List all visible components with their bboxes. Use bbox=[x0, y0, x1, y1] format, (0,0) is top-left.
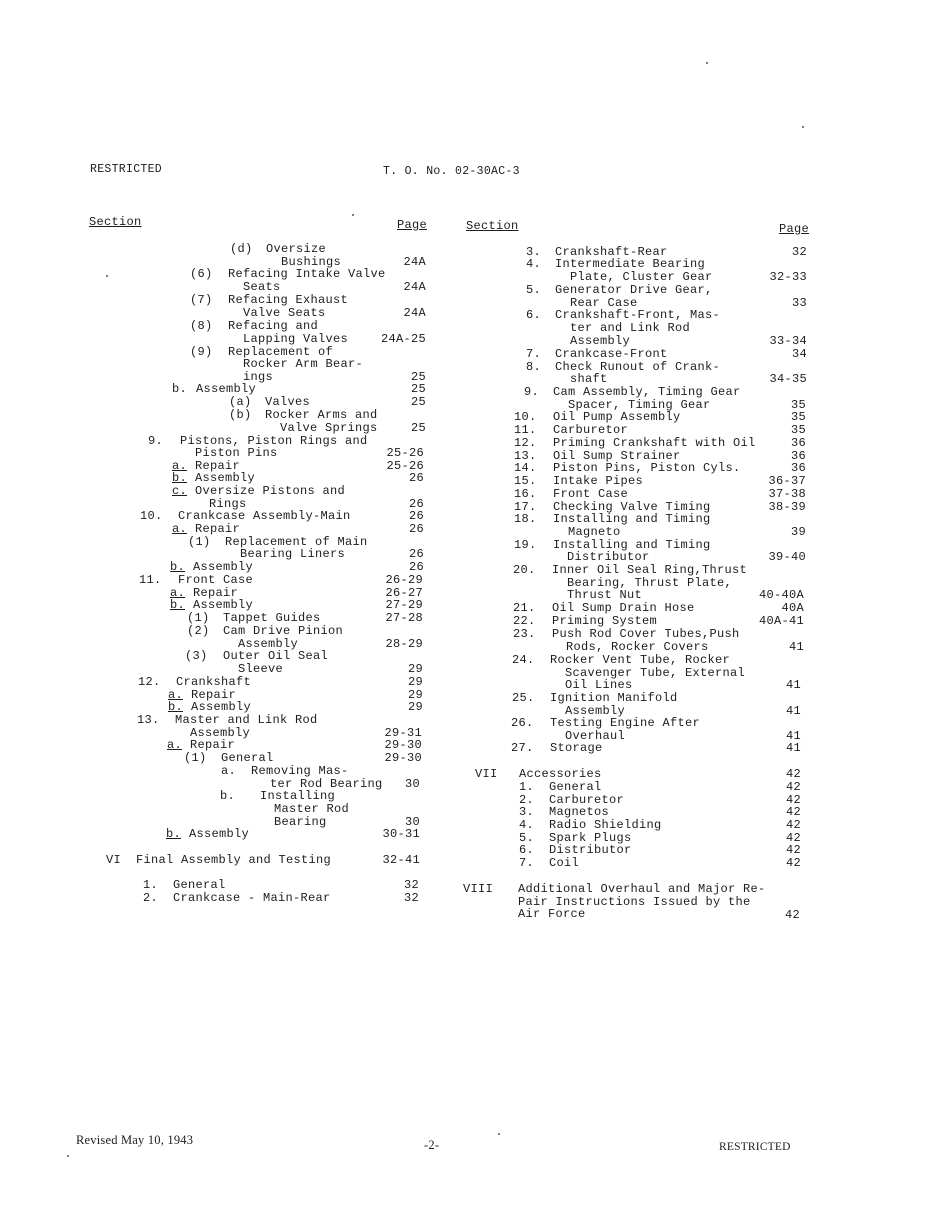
toc-page: 29 bbox=[407, 662, 423, 676]
toc-entry: Crankcase Assembly-Main bbox=[178, 509, 351, 523]
toc-num: 10. bbox=[140, 509, 163, 523]
toc-num: 8. bbox=[526, 360, 542, 374]
toc-num: (d) bbox=[230, 242, 253, 256]
toc-entry: Sleeve bbox=[238, 662, 284, 676]
toc-num: 1. bbox=[519, 780, 535, 794]
toc-num: 3. bbox=[519, 805, 535, 819]
toc-num: b. bbox=[166, 827, 182, 841]
toc-entry: Assembly bbox=[238, 637, 299, 651]
toc-entry: Cam Assembly, Timing Gear bbox=[553, 385, 741, 399]
toc-page: 25-26 bbox=[386, 459, 424, 473]
toc-page: 27-28 bbox=[385, 611, 423, 625]
toc-num: 13. bbox=[137, 713, 160, 727]
toc-entry: Outer Oil Seal bbox=[223, 649, 329, 663]
toc-num: 7. bbox=[526, 347, 542, 361]
revision-date: Revised May 10, 1943 bbox=[76, 1133, 194, 1147]
toc-page: 25-26 bbox=[386, 446, 424, 460]
toc-page: 32-41 bbox=[382, 853, 420, 867]
toc-entry: Magnetos bbox=[549, 805, 610, 819]
toc-entry: Bearing bbox=[274, 815, 327, 829]
toc-num: 12. bbox=[514, 436, 537, 450]
toc-entry: Magneto bbox=[568, 525, 621, 539]
toc-entry: Repair bbox=[195, 522, 241, 536]
toc-num: 5. bbox=[526, 283, 542, 297]
scan-speck bbox=[352, 214, 354, 216]
toc-entry: Piston Pins bbox=[195, 446, 278, 460]
scan-speck bbox=[67, 1155, 69, 1157]
toc-page: 34 bbox=[791, 347, 807, 361]
toc-num: 24. bbox=[512, 653, 535, 667]
toc-entry: Installing and Timing bbox=[553, 512, 711, 526]
toc-entry: Thrust Nut bbox=[567, 588, 643, 602]
toc-num: (1) bbox=[188, 535, 211, 549]
toc-entry: Refacing Exhaust bbox=[228, 293, 349, 307]
toc-entry: Bearing Liners bbox=[240, 547, 346, 561]
toc-entry: Seats bbox=[243, 280, 281, 294]
toc-page: 41 bbox=[785, 704, 801, 718]
toc-num: 15. bbox=[514, 474, 537, 488]
classification-footer: RESTRICTED bbox=[719, 1141, 791, 1153]
toc-entry: Assembly bbox=[193, 560, 254, 574]
toc-num: a. bbox=[172, 522, 188, 536]
toc-num: 23. bbox=[513, 627, 536, 641]
toc-num: 6. bbox=[519, 843, 535, 857]
toc-num: 20. bbox=[513, 563, 536, 577]
toc-page: 24A-25 bbox=[380, 332, 426, 346]
toc-page: 26 bbox=[408, 560, 424, 574]
toc-num: 11. bbox=[514, 423, 537, 437]
toc-page: 29-30 bbox=[384, 751, 422, 765]
toc-num: 19. bbox=[514, 538, 537, 552]
toc-page: 25 bbox=[410, 382, 426, 396]
toc-entry: Storage bbox=[550, 741, 603, 755]
toc-num: b. bbox=[172, 382, 188, 396]
toc-entry: Assembly bbox=[195, 471, 256, 485]
toc-entry: Check Runout of Crank- bbox=[555, 360, 721, 374]
toc-entry: Oil Sump Drain Hose bbox=[552, 601, 695, 615]
toc-entry: Assembly bbox=[565, 704, 626, 718]
toc-entry: General bbox=[173, 878, 226, 892]
toc-entry: ter and Link Rod bbox=[570, 321, 691, 335]
toc-section-title: Pair Instructions Issued by the bbox=[518, 895, 751, 909]
toc-entry: shaft bbox=[570, 372, 608, 386]
toc-entry: ter Rod Bearing bbox=[270, 777, 383, 791]
toc-num: (7) bbox=[190, 293, 213, 307]
toc-page: 26 bbox=[408, 547, 424, 561]
toc-entry: Crankshaft-Front, Mas- bbox=[555, 308, 721, 322]
toc-entry: Crankshaft bbox=[176, 675, 252, 689]
toc-page: 29 bbox=[407, 675, 423, 689]
toc-page: 30-31 bbox=[382, 827, 420, 841]
toc-entry: Lapping Valves bbox=[243, 332, 349, 346]
toc-num: b. bbox=[170, 560, 186, 574]
toc-page: 41 bbox=[785, 741, 801, 755]
toc-entry: Radio Shielding bbox=[549, 818, 662, 832]
toc-page: 29 bbox=[407, 700, 423, 714]
toc-entry: Generator Drive Gear, bbox=[555, 283, 713, 297]
toc-num: a. bbox=[168, 688, 184, 702]
toc-page: 42 bbox=[785, 805, 801, 819]
toc-entry: Repair bbox=[190, 738, 236, 752]
toc-page: 29 bbox=[407, 688, 423, 702]
toc-num: a. bbox=[221, 764, 237, 778]
toc-entry: Master and Link Rod bbox=[175, 713, 318, 727]
toc-entry: General bbox=[549, 780, 602, 794]
toc-num: 9. bbox=[148, 434, 164, 448]
toc-page: 38-39 bbox=[768, 500, 806, 514]
toc-page: 25 bbox=[410, 395, 426, 409]
toc-entry: Oversize Pistons and bbox=[195, 484, 346, 498]
toc-entry: Ignition Manifold bbox=[550, 691, 678, 705]
page-column-header-right: Page bbox=[779, 222, 810, 236]
toc-entry: Front Case bbox=[553, 487, 629, 501]
toc-entry: Carburetor bbox=[553, 423, 629, 437]
toc-entry: Push Rod Cover Tubes,Push bbox=[552, 627, 740, 641]
toc-entry: Tappet Guides bbox=[223, 611, 321, 625]
toc-page: 33-34 bbox=[769, 334, 807, 348]
toc-page: 26 bbox=[408, 522, 424, 536]
toc-num: 17. bbox=[514, 500, 537, 514]
toc-entry: Rings bbox=[209, 497, 247, 511]
toc-entry: Distributor bbox=[567, 550, 650, 564]
toc-num: 2. bbox=[143, 891, 159, 905]
toc-section-num: VIII bbox=[463, 882, 494, 896]
toc-page: 39 bbox=[790, 525, 806, 539]
toc-page: 29-31 bbox=[384, 726, 422, 740]
toc-entry: Oil Lines bbox=[565, 678, 633, 692]
toc-entry: Crankcase - Main-Rear bbox=[173, 891, 331, 905]
toc-num: (9) bbox=[190, 345, 213, 359]
toc-entry: Oversize bbox=[266, 242, 327, 256]
toc-page: 34-35 bbox=[769, 372, 807, 386]
toc-entry: Rear Case bbox=[570, 296, 638, 310]
toc-page: 42 bbox=[785, 793, 801, 807]
toc-entry: Inner Oil Seal Ring,Thrust bbox=[552, 563, 748, 577]
toc-page: 40A bbox=[781, 601, 804, 615]
toc-entry: Bearing, Thrust Plate, bbox=[567, 576, 733, 590]
toc-entry: Assembly bbox=[191, 700, 252, 714]
toc-num: 4. bbox=[519, 818, 535, 832]
toc-page: 35 bbox=[790, 410, 806, 424]
toc-num: (1) bbox=[184, 751, 207, 765]
toc-page: 41 bbox=[785, 729, 801, 743]
toc-entry: Pistons, Piston Rings and bbox=[180, 434, 368, 448]
toc-entry: Valve Springs bbox=[280, 421, 378, 435]
toc-num: (2) bbox=[187, 624, 210, 638]
toc-entry: General bbox=[221, 751, 274, 765]
toc-num: 1. bbox=[143, 878, 159, 892]
section-column-header-right: Section bbox=[466, 219, 519, 233]
toc-section-title: Additional Overhaul and Major Re- bbox=[518, 882, 766, 896]
toc-entry: Intermediate Bearing bbox=[555, 257, 706, 271]
toc-page: 25 bbox=[410, 421, 426, 435]
toc-section-num: VII bbox=[475, 767, 498, 781]
toc-entry: Repair bbox=[191, 688, 237, 702]
toc-entry: Refacing and bbox=[228, 319, 319, 333]
toc-page: 24A bbox=[403, 255, 426, 269]
toc-page: 26-29 bbox=[385, 573, 423, 587]
toc-entry: Scavenger Tube, External bbox=[565, 666, 746, 680]
toc-page: 25 bbox=[410, 370, 426, 384]
classification-header: RESTRICTED bbox=[90, 163, 163, 176]
toc-page: 28-29 bbox=[385, 637, 423, 651]
toc-num: 9. bbox=[524, 385, 540, 399]
toc-num: b. bbox=[170, 598, 186, 612]
scan-speck bbox=[802, 126, 804, 128]
toc-num: a. bbox=[172, 459, 188, 473]
toc-page: 33 bbox=[791, 296, 807, 310]
toc-num: 13. bbox=[514, 449, 537, 463]
scan-speck bbox=[706, 62, 708, 64]
page-number: -2- bbox=[424, 1138, 440, 1152]
toc-entry: Valves bbox=[265, 395, 311, 409]
toc-entry: Checking Valve Timing bbox=[553, 500, 711, 514]
toc-num: 14. bbox=[514, 461, 537, 475]
toc-page: 42 bbox=[785, 856, 801, 870]
toc-page: 26 bbox=[408, 497, 424, 511]
toc-entry: Oil Sump Strainer bbox=[553, 449, 681, 463]
toc-page: 36 bbox=[790, 461, 806, 475]
toc-section-title: Accessories bbox=[519, 767, 602, 781]
toc-page: 42 bbox=[785, 818, 801, 832]
toc-page: 37-38 bbox=[768, 487, 806, 501]
toc-page: 41 bbox=[788, 640, 804, 654]
page-column-header-left: Page bbox=[397, 218, 428, 232]
toc-entry: Crankshaft-Rear bbox=[555, 245, 668, 259]
toc-entry: Removing Mas- bbox=[251, 764, 349, 778]
scan-speck bbox=[498, 1133, 500, 1135]
toc-entry: Installing and Timing bbox=[553, 538, 711, 552]
toc-entry: Rocker Vent Tube, Rocker bbox=[550, 653, 731, 667]
toc-entry: Cam Drive Pinion bbox=[223, 624, 344, 638]
toc-page: 42 bbox=[785, 767, 801, 781]
toc-entry: Piston Pins, Piston Cyls. bbox=[553, 461, 741, 475]
document-number: T. O. No. 02-30AC-3 bbox=[383, 165, 520, 178]
toc-num: 26. bbox=[511, 716, 534, 730]
toc-entry: Testing Engine After bbox=[550, 716, 701, 730]
toc-num: b. bbox=[172, 471, 188, 485]
toc-page: 30 bbox=[404, 777, 420, 791]
toc-entry: Distributor bbox=[549, 843, 632, 857]
toc-entry: ings bbox=[243, 370, 274, 384]
toc-num: b. bbox=[168, 700, 184, 714]
toc-entry: Replacement of bbox=[228, 345, 334, 359]
scan-speck bbox=[106, 275, 108, 277]
toc-entry: Coil bbox=[549, 856, 580, 870]
toc-entry: Assembly bbox=[189, 827, 250, 841]
toc-entry: Repair bbox=[195, 459, 241, 473]
toc-page: 42 bbox=[785, 831, 801, 845]
toc-entry: Replacement of Main bbox=[225, 535, 368, 549]
toc-num: (6) bbox=[190, 267, 213, 281]
toc-entry: Spacer, Timing Gear bbox=[568, 398, 711, 412]
toc-page: 32 bbox=[791, 245, 807, 259]
toc-num: (1) bbox=[187, 611, 210, 625]
toc-num: (b) bbox=[229, 408, 252, 422]
toc-page: 32 bbox=[403, 891, 419, 905]
toc-num: 6. bbox=[526, 308, 542, 322]
toc-page: 40-40A bbox=[758, 588, 804, 602]
toc-num: 2. bbox=[519, 793, 535, 807]
toc-page: 35 bbox=[790, 423, 806, 437]
toc-page: 41 bbox=[785, 678, 801, 692]
toc-num: a. bbox=[170, 586, 186, 600]
toc-num: 27. bbox=[511, 741, 534, 755]
toc-page: 26-27 bbox=[385, 586, 423, 600]
toc-page: 24A bbox=[403, 306, 426, 320]
toc-num: 18. bbox=[514, 512, 537, 526]
toc-section-num: VI bbox=[106, 853, 122, 867]
toc-page: 26 bbox=[408, 471, 424, 485]
toc-num: (8) bbox=[190, 319, 213, 333]
toc-page: 42 bbox=[784, 908, 800, 922]
toc-entry: Installing bbox=[260, 789, 336, 803]
toc-page: 29-30 bbox=[384, 738, 422, 752]
toc-entry: Master Rod bbox=[274, 802, 350, 816]
toc-entry: Assembly bbox=[570, 334, 631, 348]
toc-entry: Carburetor bbox=[549, 793, 625, 807]
toc-num: (3) bbox=[185, 649, 208, 663]
toc-entry: Front Case bbox=[178, 573, 254, 587]
toc-section-title: Final Assembly and Testing bbox=[136, 853, 332, 867]
toc-num: 22. bbox=[513, 614, 536, 628]
toc-page: 26 bbox=[408, 509, 424, 523]
toc-num: b. bbox=[220, 789, 236, 803]
toc-entry: Priming System bbox=[552, 614, 658, 628]
toc-entry: Repair bbox=[193, 586, 239, 600]
toc-entry: Assembly bbox=[190, 726, 251, 740]
toc-entry: Oil Pump Assembly bbox=[553, 410, 681, 424]
toc-page: 24A bbox=[403, 280, 426, 294]
toc-num: 16. bbox=[514, 487, 537, 501]
toc-entry: Crankcase-Front bbox=[555, 347, 668, 361]
toc-num: 4. bbox=[526, 257, 542, 271]
toc-entry: Assembly bbox=[196, 382, 257, 396]
toc-page: 42 bbox=[785, 780, 801, 794]
toc-num: c. bbox=[172, 484, 188, 498]
toc-page: 35 bbox=[790, 398, 806, 412]
toc-num: a. bbox=[167, 738, 183, 752]
toc-page: 32 bbox=[403, 878, 419, 892]
toc-page: 36-37 bbox=[768, 474, 806, 488]
toc-num: (a) bbox=[229, 395, 252, 409]
toc-section-title: Air Force bbox=[518, 907, 586, 921]
section-column-header-left: Section bbox=[89, 215, 142, 229]
toc-page: 36 bbox=[790, 436, 806, 450]
toc-entry: Rods, Rocker Covers bbox=[566, 640, 709, 654]
toc-page: 30 bbox=[404, 815, 420, 829]
toc-num: 21. bbox=[513, 601, 536, 615]
toc-num: 7. bbox=[519, 856, 535, 870]
toc-page: 36 bbox=[790, 449, 806, 463]
toc-entry: Intake Pipes bbox=[553, 474, 644, 488]
toc-num: 10. bbox=[514, 410, 537, 424]
toc-page: 32-33 bbox=[769, 270, 807, 284]
toc-entry: Overhaul bbox=[565, 729, 626, 743]
toc-num: 12. bbox=[138, 675, 161, 689]
toc-page: 39-40 bbox=[768, 550, 806, 564]
toc-entry: Rocker Arm Bear- bbox=[243, 357, 364, 371]
toc-entry: Refacing Intake Valve bbox=[228, 267, 386, 281]
toc-page: 40A-41 bbox=[758, 614, 804, 628]
toc-num: 3. bbox=[526, 245, 542, 259]
toc-num: 5. bbox=[519, 831, 535, 845]
toc-page: 42 bbox=[785, 843, 801, 857]
toc-entry: Valve Seats bbox=[243, 306, 326, 320]
toc-num: 11. bbox=[139, 573, 162, 587]
toc-entry: Bushings bbox=[281, 255, 342, 269]
toc-entry: Plate, Cluster Gear bbox=[570, 270, 713, 284]
toc-num: 25. bbox=[512, 691, 535, 705]
toc-page: 27-29 bbox=[385, 598, 423, 612]
toc-entry: Priming Crankshaft with Oil bbox=[553, 436, 756, 450]
toc-entry: Assembly bbox=[193, 598, 254, 612]
toc-entry: Spark Plugs bbox=[549, 831, 632, 845]
toc-entry: Rocker Arms and bbox=[265, 408, 378, 422]
